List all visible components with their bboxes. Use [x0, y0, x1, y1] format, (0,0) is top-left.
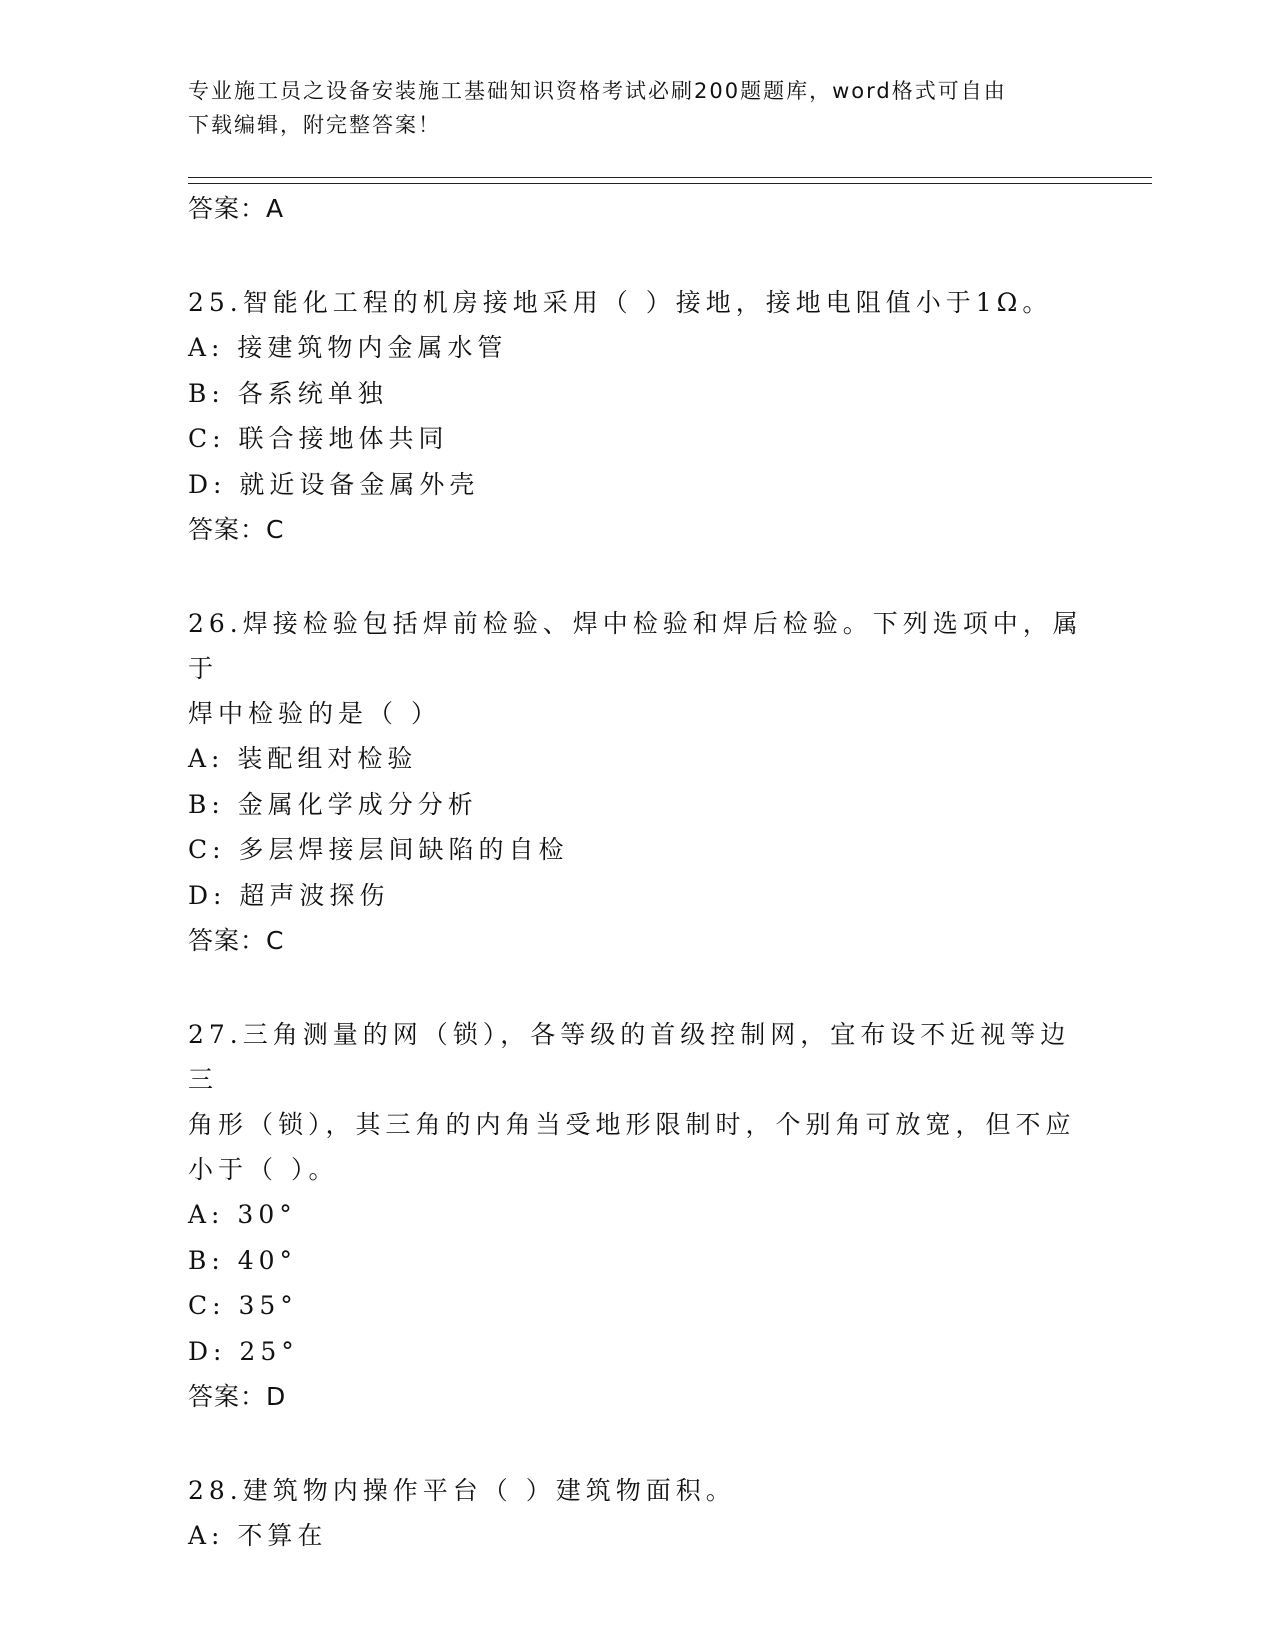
question-text-continued: 小于（ ）。 [188, 1155, 339, 1184]
question-list [188, 186, 1088, 1559]
option-a: A: 不算在 [188, 1521, 328, 1550]
spacer [188, 232, 1088, 280]
header-divider-bottom [188, 183, 1152, 184]
question-text: 26.焊接检验包括焊前检验、焊中检验和焊后检验。下列选项中，属于 [188, 609, 1083, 683]
spacer [188, 553, 1088, 601]
question-text: 28.建筑物内操作平台（ ）建筑物面积。 [188, 1476, 736, 1505]
option-a: A: 接建筑物内金属水管 [188, 333, 508, 362]
header-line-2: 下载编辑，附完整答案！ [188, 113, 441, 137]
header-line-1: 专业施工员之设备安装施工基础知识资格考试必刷200题题库，word格式可自由 [188, 79, 1007, 103]
question-text: 25.智能化工程的机房接地采用（ ）接地，接地电阻值小于1Ω。 [188, 288, 1053, 317]
question-text-continued: 角形（锁），其三角的内角当受地形限制时，个别角可放宽，但不应 [188, 1110, 1076, 1139]
option-c: C: 多层焊接层间缺陷的自检 [188, 835, 569, 864]
option-c: C: 35° [188, 1291, 298, 1320]
answer-line: 答案：D [188, 1382, 287, 1411]
spacer [188, 1420, 1088, 1468]
option-d: D: 超声波探伤 [188, 880, 390, 910]
header-divider-top [188, 177, 1152, 178]
option-c: C: 联合接地体共同 [188, 424, 449, 453]
option-d: D: 就近设备金属外壳 [188, 469, 480, 499]
question-block [188, 1012, 1088, 1420]
question-block [188, 1468, 1088, 1559]
question-text-continued: 焊中检验的是（ ） [188, 699, 441, 728]
spacer [188, 964, 1088, 1012]
previous-answer: 答案：A [188, 194, 285, 223]
option-b: B: 40° [188, 1245, 298, 1275]
option-a: A: 装配组对检验 [188, 744, 418, 773]
option-b: B: 金属化学成分分析 [188, 789, 478, 819]
question-block [188, 601, 1088, 964]
question-text: 27.三角测量的网（锁），各等级的首级控制网，宜布设不近视等边三 [188, 1020, 1071, 1094]
question-block [188, 280, 1088, 553]
answer-line: 答案：C [188, 515, 285, 544]
option-a: A: 30° [188, 1200, 297, 1229]
option-b: B: 各系统单独 [188, 378, 388, 408]
document-header [188, 74, 1088, 142]
answer-line: 答案：C [188, 926, 285, 955]
option-d: D: 25° [188, 1336, 299, 1366]
